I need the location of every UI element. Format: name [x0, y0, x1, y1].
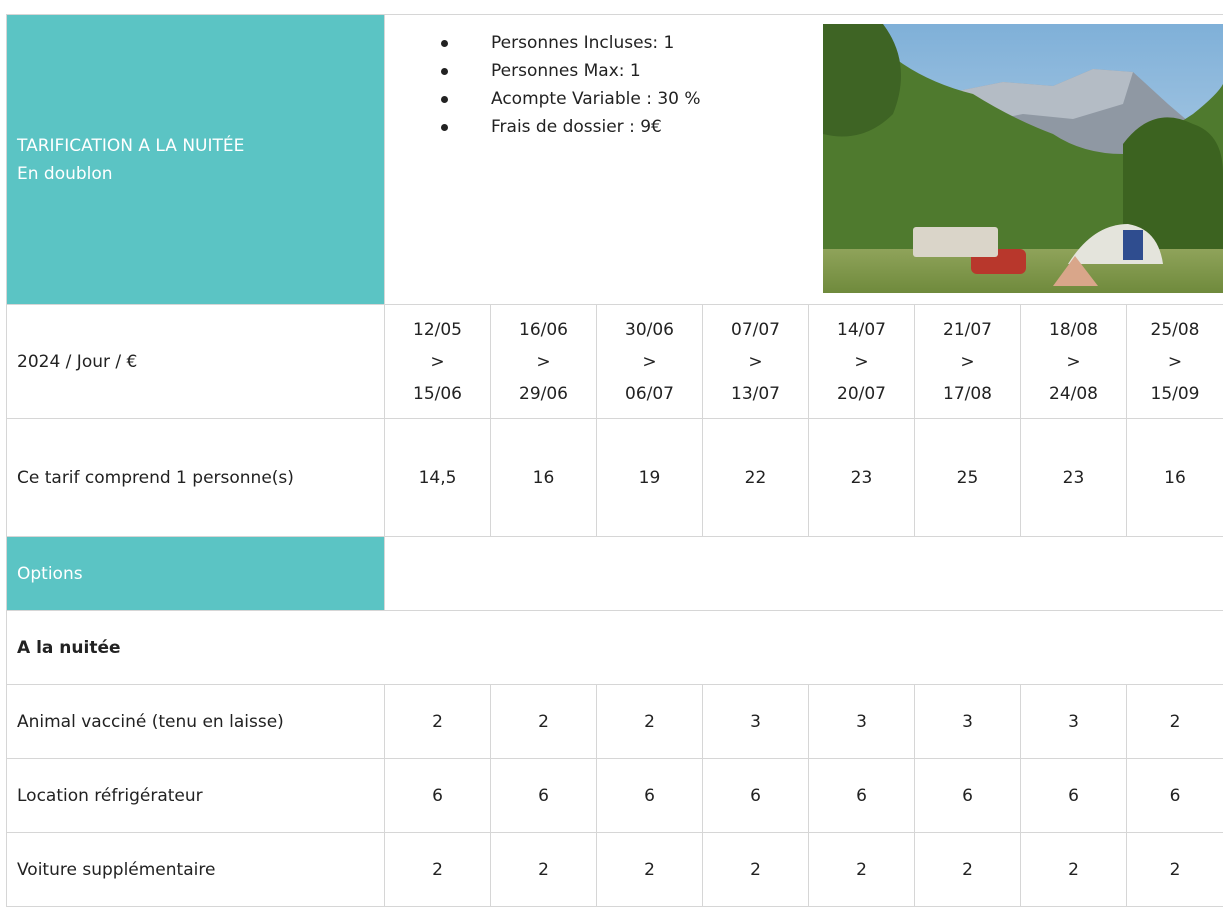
option-value: 2 — [385, 685, 491, 759]
option-value: 6 — [915, 759, 1021, 833]
tariff-subtitle: En doublon — [17, 160, 384, 188]
base-rate-label: Ce tarif comprend 1 personne(s) — [7, 419, 385, 537]
period-col-2: 16/06 > 29/06 — [491, 305, 597, 419]
caravan — [913, 227, 998, 257]
option-value: 6 — [809, 759, 915, 833]
options-row — [7, 537, 1223, 611]
tariff-title-cell — [7, 15, 385, 305]
tariff-info-list — [441, 29, 701, 141]
rate-cell: 16 — [491, 419, 597, 537]
option-value: 6 — [1021, 759, 1127, 833]
campsite-photo — [823, 24, 1223, 293]
info-booking-fee: Frais de dossier : 9€ — [441, 113, 701, 141]
period-col-5: 14/07 > 20/07 — [809, 305, 915, 419]
option-value: 3 — [915, 685, 1021, 759]
info-included-persons: Personnes Incluses: 1 — [441, 29, 701, 57]
option-value: 2 — [597, 833, 703, 907]
option-value: 3 — [809, 685, 915, 759]
option-label-car: Voiture supplémentaire — [7, 833, 385, 907]
period-label: 2024 / Jour / € — [7, 305, 385, 419]
option-value: 6 — [703, 759, 809, 833]
rate-cell: 23 — [1021, 419, 1127, 537]
option-label-pet: Animal vacciné (tenu en laisse) — [7, 685, 385, 759]
option-value: 2 — [385, 833, 491, 907]
period-col-6: 21/07 > 17/08 — [915, 305, 1021, 419]
info-deposit: Acompte Variable : 30 % — [441, 85, 701, 113]
option-value: 2 — [915, 833, 1021, 907]
period-col-7: 18/08 > 24/08 — [1021, 305, 1127, 419]
option-value: 6 — [597, 759, 703, 833]
rate-cell: 16 — [1127, 419, 1223, 537]
option-value: 2 — [809, 833, 915, 907]
period-col-3: 30/06 > 06/07 — [597, 305, 703, 419]
period-col-8: 25/08 > 15/09 — [1127, 305, 1223, 419]
rate-cell: 14,5 — [385, 419, 491, 537]
option-row-car — [7, 833, 1223, 907]
info-max-persons: Personnes Max: 1 — [441, 57, 701, 85]
towel — [1123, 230, 1143, 260]
option-value: 2 — [703, 833, 809, 907]
option-row-pet — [7, 685, 1223, 759]
option-value: 2 — [491, 833, 597, 907]
period-col-4: 07/07 > 13/07 — [703, 305, 809, 419]
base-rate-row — [7, 419, 1223, 537]
option-value: 2 — [597, 685, 703, 759]
period-row — [7, 305, 1223, 419]
option-value: 6 — [1127, 759, 1223, 833]
option-value: 6 — [385, 759, 491, 833]
option-value: 3 — [1021, 685, 1127, 759]
options-label: Options — [7, 537, 385, 611]
rate-cell: 22 — [703, 419, 809, 537]
option-value: 2 — [1127, 833, 1223, 907]
options-empty-cell — [385, 537, 1223, 611]
section-heading: A la nuitée — [7, 611, 1223, 685]
rate-cell: 25 — [915, 419, 1021, 537]
option-label-fridge: Location réfrigérateur — [7, 759, 385, 833]
option-value: 3 — [703, 685, 809, 759]
option-value: 2 — [1021, 833, 1127, 907]
option-value: 6 — [491, 759, 597, 833]
option-value: 2 — [491, 685, 597, 759]
option-value: 2 — [1127, 685, 1223, 759]
period-col-1: 12/05 > 15/06 — [385, 305, 491, 419]
tariff-title: TARIFICATION A LA NUITÉE — [17, 132, 384, 160]
option-row-fridge — [7, 759, 1223, 833]
rate-cell: 19 — [597, 419, 703, 537]
rate-cell: 23 — [809, 419, 915, 537]
section-row — [7, 611, 1223, 685]
